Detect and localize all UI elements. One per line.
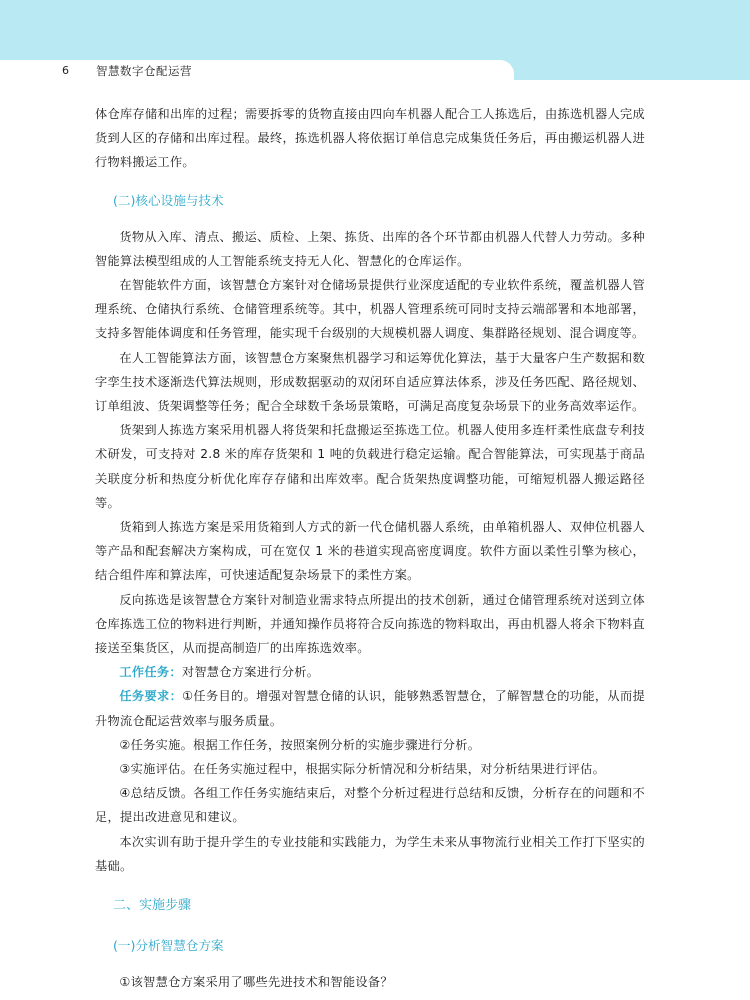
task-requirements: [95, 684, 645, 732]
step-implementation: ②任务实施。根据工作任务，按照案例分析的实施步骤进行分析。: [119, 737, 481, 752]
header-band-tail: [500, 60, 750, 80]
header-tab: [0, 60, 510, 80]
task-requirements-text: ①任务目的。增强对智慧仓储的认识，能够熟悉智慧仓，了解智慧仓的功能，从而提升物流仓配运营效率与服务质量。: [95, 689, 645, 728]
sub-heading-core-facilities: (二)核心设施与技术: [113, 192, 224, 208]
page-body: [95, 102, 645, 994]
paragraph-shelf-to-person: 货架到人拣选方案采用机器人将货架和托盘搬运至拣选工位。机器人使用多连杆柔性底盘专利技术研发，可支持对 2.8 米的库存货架和 1 吨的负载进行稳定运输。配合智能算法，可实现基于商品关联度分析和热度分析优化库存存储和出库效率。配合货架热度调整功能，可缩短机器人搬运路径等。: [95, 423, 645, 510]
step-evaluation: ③实施评估。在任务实施过程中，根据实际分析情况和分析结果，对分析结果进行评估。: [119, 762, 606, 777]
running-title: 智慧数字仓配运营: [96, 64, 192, 78]
intro-paragraph: 体仓库存储和出库的过程；需要拆零的货物直接由四向车机器人配合工人拣选后，由拣选机器人完成货到人区的存储和出库过程。最终，拣选机器人将依据订单信息完成集货任务后，再由搬运机器人进行物料搬运工作。: [95, 107, 645, 170]
paragraph-box-to-person: 货箱到人拣选方案是采用货箱到人方式的新一代仓储机器人系统，由单箱机器人、双伸位机器人等产品和配套解决方案构成，可在宽仅 1 米的巷道实现高密度调度。软件方面以柔性引擎为核心，结合组件库和算法库，可快速适配复杂场景下的柔性方案。: [95, 520, 645, 583]
work-task-label: 工作任务：: [119, 665, 182, 680]
question-1: ①该智慧仓方案采用了哪些先进技术和智能设备？: [119, 975, 393, 990]
closing-paragraph: 本次实训有助于提升学生的专业技能和实践能力，为学生未来从事物流行业相关工作打下坚实的基础。: [95, 834, 645, 873]
step-feedback: ④总结反馈。各组工作任务实施结束后，对整个分析过程进行总结和反馈，分析存在的问题和不足，提出改进意见和建议。: [95, 786, 645, 825]
work-task: [95, 660, 645, 684]
paragraph-ai-algorithms: 在人工智能算法方面，该智慧仓方案聚焦机器学习和运筹优化算法，基于大量客户生产数据和数字孪生技术逐渐迭代算法规则，形成数据驱动的双闭环自适应算法体系，涉及任务匹配、路径规划、订单组波、货架调整等任务；配合全球数千条场景策略，可满足高度复杂场景下的业务高效率运作。: [95, 350, 645, 414]
sub-heading-analyze: (一)分析智慧仓方案: [113, 938, 224, 954]
paragraph-software: 在智能软件方面，该智慧仓方案针对仓储场景提供行业深度适配的专业软件系统，覆盖机器人管理系统、仓储执行系统、仓储管理系统等。其中，机器人管理系统可同时支持云端部署和本地部署，支持多智能体调度和任务管理，能实现千台级别的大规模机器人调度、集群路径规划、混合调度等。: [95, 278, 645, 341]
paragraph-reverse-picking: 反向拣选是该智慧仓方案针对制造业需求特点所提出的技术创新，通过仓储管理系统对送到立体仓库拣选工位的物料进行判断，并通知操作员将符合反向拣选的物料取出，再由机器人将余下物料直接送至集货区，从而提高制造厂的出库拣选效率。: [95, 592, 645, 656]
page-number: 6: [62, 64, 69, 77]
work-task-text: 对智慧仓方案进行分析。: [181, 665, 320, 680]
header-band: [0, 0, 750, 60]
task-requirements-label: 任务要求：: [119, 689, 183, 704]
paragraph-robots: 货物从入库、清点、搬运、质检、上架、拣货、出库的各个环节都由机器人代替人力劳动。多种智能算法模型组成的人工智能系统支持无人化、智慧化的仓库运作。: [95, 229, 645, 268]
section-heading-steps: 二、实施步骤: [113, 898, 192, 914]
